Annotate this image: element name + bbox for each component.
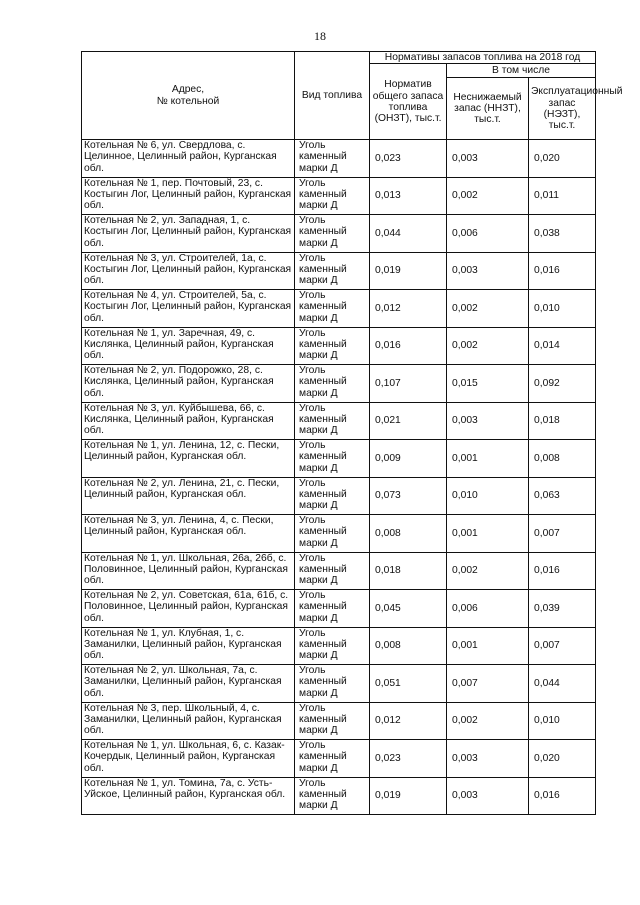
fuel-type-cell: Уголь каменный марки Д (295, 515, 370, 553)
table-row (82, 777, 596, 815)
nezt-cell: 0,007 (529, 515, 596, 553)
table-row (82, 290, 596, 328)
address-cell: Котельная № 3, ул. Строителей, 1а, с. Костыгин Лог, Целинный район, Курганская обл. (82, 252, 295, 290)
nnzt-cell: 0,003 (447, 777, 529, 815)
total-reserve-cell: 0,023 (370, 140, 447, 178)
nezt-cell: 0,014 (529, 327, 596, 365)
address-cell: Котельная № 3, пер. Школьный, 4, с. Заманилки, Целинный район, Курганская обл. (82, 702, 295, 740)
fuel-norms-table (81, 51, 623, 815)
fuel-type-cell: Уголь каменный марки Д (295, 777, 370, 815)
nezt-cell: 0,010 (529, 290, 596, 328)
nnzt-cell: 0,003 (447, 252, 529, 290)
nnzt-cell: 0,006 (447, 590, 529, 628)
nezt-cell: 0,044 (529, 665, 596, 703)
total-reserve-cell: 0,018 (370, 552, 447, 590)
header-fuel-type: Вид топлива (295, 52, 370, 140)
nezt-cell: 0,011 (529, 177, 596, 215)
table-row (82, 327, 596, 365)
address-cell: Котельная № 6, ул. Свердлова, с. Целинное, Целинный район, Курганская обл. (82, 140, 295, 178)
address-cell: Котельная № 3, ул. Ленина, 4, с. Пески, Целинный район, Курганская обл. (82, 515, 295, 553)
fuel-type-cell: Уголь каменный марки Д (295, 402, 370, 440)
fuel-type-cell: Уголь каменный марки Д (295, 440, 370, 478)
fuel-type-cell: Уголь каменный марки Д (295, 702, 370, 740)
table-row (82, 702, 596, 740)
nnzt-cell: 0,015 (447, 365, 529, 403)
table-row (82, 740, 596, 778)
total-reserve-cell: 0,045 (370, 590, 447, 628)
fuel-type-cell: Уголь каменный марки Д (295, 590, 370, 628)
header-including: В том числе (447, 64, 596, 78)
nezt-cell: 0,039 (529, 590, 596, 628)
address-cell: Котельная № 4, ул. Строителей, 5а, с. Костыгин Лог, Целинный район, Курганская обл. (82, 290, 295, 328)
address-cell: Котельная № 2, ул. Школьная, 7а, с. Заманилки, Целинный район, Курганская обл. (82, 665, 295, 703)
table-row (82, 440, 596, 478)
header-total-reserve: Норматив общего запаса топлива (ОНЗТ), тыс.т. (370, 64, 447, 140)
table-row (82, 140, 596, 178)
address-cell: Котельная № 3, ул. Куйбышева, 66, с. Кислянка, Целинный район, Курганская обл. (82, 402, 295, 440)
nnzt-cell: 0,010 (447, 477, 529, 515)
nnzt-cell: 0,002 (447, 327, 529, 365)
total-reserve-cell: 0,008 (370, 627, 447, 665)
total-reserve-cell: 0,023 (370, 740, 447, 778)
table-row (82, 177, 596, 215)
table-row (82, 627, 596, 665)
page-number: 18 (314, 29, 326, 43)
address-cell: Котельная № 1, ул. Заречная, 49, с. Кислянка, Целинный район, Курганская обл. (82, 327, 295, 365)
address-cell: Котельная № 2, ул. Западная, 1, с. Костыгин Лог, Целинный район, Курганская обл. (82, 215, 295, 253)
nnzt-cell: 0,003 (447, 140, 529, 178)
nezt-cell: 0,020 (529, 740, 596, 778)
nezt-cell: 0,010 (529, 702, 596, 740)
address-cell: Котельная № 1, ул. Томина, 7а, с. Усть-Уйское, Целинный район, Курганская обл. (82, 777, 295, 815)
address-cell: Котельная № 1, пер. Почтовый, 23, с. Костыгин Лог, Целинный район, Курганская обл. (82, 177, 295, 215)
nnzt-cell: 0,001 (447, 515, 529, 553)
total-reserve-cell: 0,008 (370, 515, 447, 553)
header-nnzt: Неснижаемый запас (ННЗТ), тыс.т. (447, 78, 529, 140)
fuel-type-cell: Уголь каменный марки Д (295, 365, 370, 403)
fuel-type-cell: Уголь каменный марки Д (295, 327, 370, 365)
fuel-type-cell: Уголь каменный марки Д (295, 290, 370, 328)
total-reserve-cell: 0,013 (370, 177, 447, 215)
total-reserve-cell: 0,021 (370, 402, 447, 440)
address-cell: Котельная № 2, ул. Советская, 61а, 61б, с. Половинное, Целинный район, Курганская обл. (82, 590, 295, 628)
table-row (82, 477, 596, 515)
nnzt-cell: 0,002 (447, 177, 529, 215)
address-cell: Котельная № 2, ул. Ленина, 21, с. Пески, Целинный район, Курганская обл. (82, 477, 295, 515)
table-row (82, 590, 596, 628)
total-reserve-cell: 0,019 (370, 252, 447, 290)
fuel-type-cell: Уголь каменный марки Д (295, 552, 370, 590)
table-body (82, 140, 596, 815)
total-reserve-cell: 0,019 (370, 777, 447, 815)
nnzt-cell: 0,002 (447, 552, 529, 590)
header-address: Адрес, № котельной (82, 52, 295, 140)
address-cell: Котельная № 2, ул. Подорожко, 28, с. Кислянка, Целинный район, Курганская обл. (82, 365, 295, 403)
fuel-type-cell: Уголь каменный марки Д (295, 477, 370, 515)
table-row (82, 402, 596, 440)
nezt-cell: 0,008 (529, 440, 596, 478)
fuel-type-cell: Уголь каменный марки Д (295, 177, 370, 215)
nezt-cell: 0,016 (529, 777, 596, 815)
table-row (82, 215, 596, 253)
nezt-cell: 0,007 (529, 627, 596, 665)
total-reserve-cell: 0,012 (370, 702, 447, 740)
header-norms-group: Нормативы запасов топлива на 2018 год (370, 52, 596, 64)
address-cell: Котельная № 1, ул. Ленина, 12, с. Пески, Целинный район, Курганская обл. (82, 440, 295, 478)
nezt-cell: 0,020 (529, 140, 596, 178)
nnzt-cell: 0,002 (447, 702, 529, 740)
nezt-cell: 0,063 (529, 477, 596, 515)
header-nezt: Эксплуатационный запас (НЭЗТ), тыс.т. (529, 78, 596, 140)
table-row (82, 252, 596, 290)
address-cell: Котельная № 1, ул. Школьная, 26а, 26б, с. Половинное, Целинный район, Курганская обл. (82, 552, 295, 590)
fuel-type-cell: Уголь каменный марки Д (295, 252, 370, 290)
table-row (82, 552, 596, 590)
total-reserve-cell: 0,051 (370, 665, 447, 703)
nnzt-cell: 0,002 (447, 290, 529, 328)
fuel-type-cell: Уголь каменный марки Д (295, 140, 370, 178)
total-reserve-cell: 0,016 (370, 327, 447, 365)
total-reserve-cell: 0,073 (370, 477, 447, 515)
nnzt-cell: 0,001 (447, 627, 529, 665)
nezt-cell: 0,016 (529, 552, 596, 590)
total-reserve-cell: 0,107 (370, 365, 447, 403)
nnzt-cell: 0,006 (447, 215, 529, 253)
total-reserve-cell: 0,009 (370, 440, 447, 478)
table-row (82, 365, 596, 403)
nezt-cell: 0,018 (529, 402, 596, 440)
fuel-type-cell: Уголь каменный марки Д (295, 665, 370, 703)
fuel-type-cell: Уголь каменный марки Д (295, 740, 370, 778)
nezt-cell: 0,092 (529, 365, 596, 403)
nnzt-cell: 0,003 (447, 740, 529, 778)
address-cell: Котельная № 1, ул. Школьная, 6, с. Казак-Кочердык, Целинный район, Курганская обл. (82, 740, 295, 778)
nezt-cell: 0,016 (529, 252, 596, 290)
nnzt-cell: 0,007 (447, 665, 529, 703)
fuel-type-cell: Уголь каменный марки Д (295, 215, 370, 253)
table-row (82, 515, 596, 553)
nnzt-cell: 0,001 (447, 440, 529, 478)
total-reserve-cell: 0,012 (370, 290, 447, 328)
address-cell: Котельная № 1, ул. Клубная, 1, с. Заманилки, Целинный район, Курганская обл. (82, 627, 295, 665)
nnzt-cell: 0,003 (447, 402, 529, 440)
nezt-cell: 0,038 (529, 215, 596, 253)
fuel-type-cell: Уголь каменный марки Д (295, 627, 370, 665)
total-reserve-cell: 0,044 (370, 215, 447, 253)
table-row (82, 665, 596, 703)
